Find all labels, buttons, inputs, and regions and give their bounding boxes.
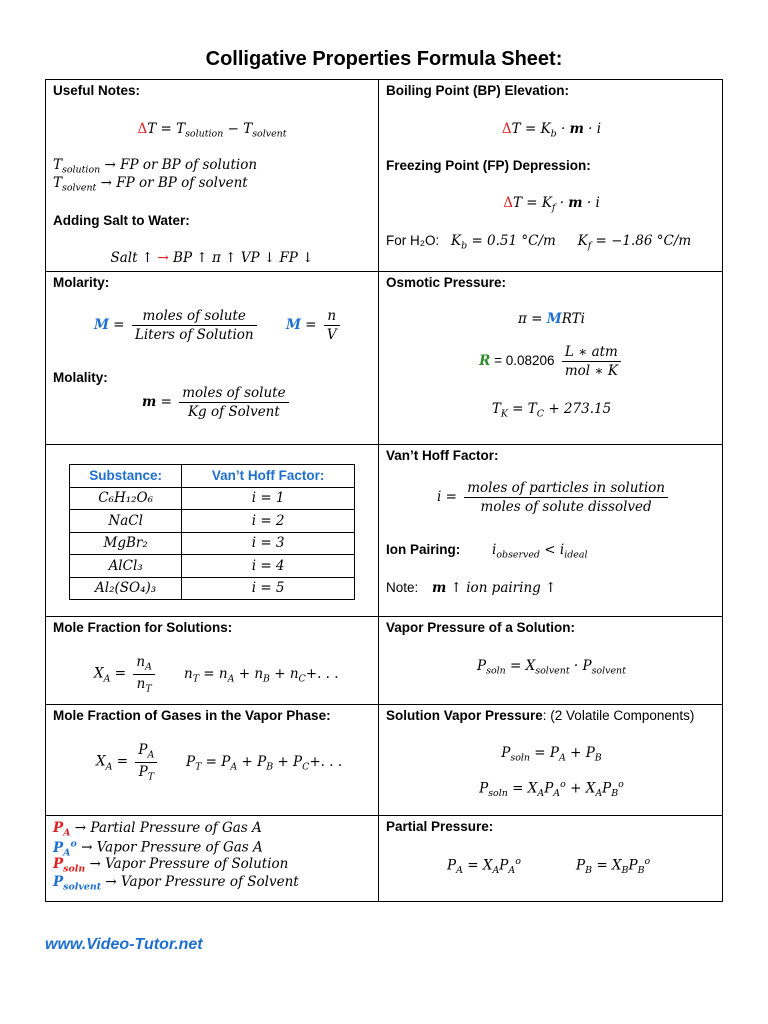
useful-notes-cell xyxy=(46,80,378,271)
legend-item: $P_A$ → Partial Pressure of Gas A xyxy=(53,820,262,839)
pa-formula: $P_A = X_AP_A^o$ xyxy=(447,856,521,877)
delta-t-formula: $\Delta T = T_{solution} - T_{solvent}$ xyxy=(137,121,287,140)
salt-effects: Salt ↑ → BP ↑ π ↑ VP ↓ FP ↓ xyxy=(110,250,314,266)
solution-vp-cell xyxy=(379,705,724,815)
table-header: Substance: xyxy=(70,465,182,488)
total-moles-formula: $n_T = n_A + n_B + n_C+$. . . xyxy=(184,666,339,685)
freezing-heading: Freezing Point (FP) Depression: xyxy=(386,158,591,173)
partial-pressure-heading: Partial Pressure: xyxy=(386,819,494,834)
legend-item: $P_{solvent}$ → Vapor Pressure of Solvent xyxy=(53,874,299,893)
table-header: Van’t Hoff Factor: xyxy=(182,465,355,488)
gas-fraction-heading: Mole Fraction of Gases in the Vapor Phase: xyxy=(53,708,331,723)
table-row xyxy=(70,555,355,578)
gas-fraction-cell xyxy=(46,705,378,815)
vapor-pressure-heading: Vapor Pressure of a Solution: xyxy=(386,620,576,635)
table-row xyxy=(70,577,355,600)
fp-formula: $\Delta T = K_f \cdot m \cdot i$ xyxy=(503,195,600,214)
solvent-note: $T_{solvent}$ → FP or BP of solvent xyxy=(53,175,248,194)
total-pressure-formula: $P_T = P_A + P_B + P_C+$. . . xyxy=(186,754,343,773)
kelvin-formula: $T_K = T_C + 273.15$ xyxy=(491,401,612,420)
bp-formula: $\Delta T = K_b \cdot m \cdot i$ xyxy=(501,121,602,140)
mole-fraction-cell xyxy=(46,617,378,704)
molarity-short-formula: M = $\frac{n}{V}$ xyxy=(286,308,343,343)
vanthoff-formula: i = $\frac{\text{moles of particles in solution}}{\text{moles of solute dissolved}}$ xyxy=(437,480,671,515)
pb-formula: $P_B = X_BP_B^o$ xyxy=(576,856,651,877)
mole-fraction-heading: Mole Fraction for Solutions: xyxy=(53,620,233,635)
factor-cell: i = 1 xyxy=(182,487,355,510)
raoult-formula: $P_{soln} = X_{solvent} \cdot P_{solvent}$ xyxy=(477,658,626,677)
page-title: Colligative Properties Formula Sheet: xyxy=(205,48,563,70)
molarity-cell xyxy=(46,272,378,444)
symbol-legend-cell xyxy=(46,816,378,903)
raoult-sum-formula: $P_{soln} = X_AP_A^o + X_AP_B^o$ xyxy=(479,779,624,800)
factor-cell: i = 2 xyxy=(182,510,355,533)
vanthoff-cell xyxy=(379,445,724,616)
boiling-point-cell xyxy=(379,80,724,271)
factor-cell: i = 4 xyxy=(182,555,355,578)
partial-pressure-cell xyxy=(379,816,724,903)
gas-constant: R = 0.08206 $\frac{\text{L ∗ atm}}{\text{mol ∗ K}}$ xyxy=(379,344,724,379)
vanthoff-heading: Van’t Hoff Factor: xyxy=(386,448,499,463)
ion-pairing-note: Note: m ↑ ion pairing ↑ xyxy=(386,580,557,596)
osmotic-cell xyxy=(379,272,724,444)
substance-cell: MgBr₂ xyxy=(70,532,182,555)
boiling-heading: Boiling Point (BP) Elevation: xyxy=(386,83,569,98)
ion-pairing: Ion Pairing: $i_{observed} < i_{ideal}$ xyxy=(386,542,588,561)
website-link[interactable]: www.Video-Tutor.net xyxy=(45,936,203,953)
vapor-pressure-cell xyxy=(379,617,724,704)
useful-notes-heading: Useful Notes: xyxy=(53,83,141,98)
osmotic-formula: π = MRTi xyxy=(518,311,585,327)
vanthoff-table-cell xyxy=(46,445,378,616)
table-header-row xyxy=(70,465,355,488)
gas-fraction-formula: $X_A$ = $\frac{P_A}{P_T}$ xyxy=(96,742,160,782)
substance-cell: AlCl₃ xyxy=(70,555,182,578)
salt-heading: Adding Salt to Water: xyxy=(53,213,190,228)
molarity-formula: M = $\frac{\text{moles of solute}}{\text{Liters of Solution}}$ xyxy=(94,308,260,343)
total-vp-formula: $P_{soln} = P_A + P_B$ xyxy=(501,745,602,764)
solution-note: $T_{solution}$ → FP or BP of solution xyxy=(53,157,258,176)
osmotic-heading: Osmotic Pressure: xyxy=(386,275,507,290)
legend-item: $P_A^o$ → Vapor Pressure of Gas A xyxy=(53,838,263,859)
legend-item: $P_{soln}$ → Vapor Pressure of Solution xyxy=(53,856,289,875)
molality-formula: m = $\frac{\text{moles of solute}}{\text{Kg of Solvent}}$ xyxy=(142,385,292,420)
substance-cell: NaCl xyxy=(70,510,182,533)
water-constants: For H₂O: $K_b = 0.51$ °C/m $K_f = -1.86$ °C/m xyxy=(386,233,692,252)
solution-vp-heading: Solution Vapor Pressure: (2 Volatile Components) xyxy=(386,708,695,723)
table-row xyxy=(70,532,355,555)
table-row xyxy=(70,510,355,533)
substance-cell: Al₂(SO₄)₃ xyxy=(70,577,182,600)
formula-grid xyxy=(45,79,723,902)
mole-fraction-formula: $X_A$ = $\frac{n_A}{n_T}$ xyxy=(94,654,158,694)
substance-cell: C₆H₁₂O₆ xyxy=(70,487,182,510)
molarity-heading: Molarity: xyxy=(53,275,110,290)
table-row xyxy=(70,487,355,510)
vanthoff-table xyxy=(69,464,355,600)
factor-cell: i = 5 xyxy=(182,577,355,600)
factor-cell: i = 3 xyxy=(182,532,355,555)
molality-heading: Molality: xyxy=(53,370,108,385)
